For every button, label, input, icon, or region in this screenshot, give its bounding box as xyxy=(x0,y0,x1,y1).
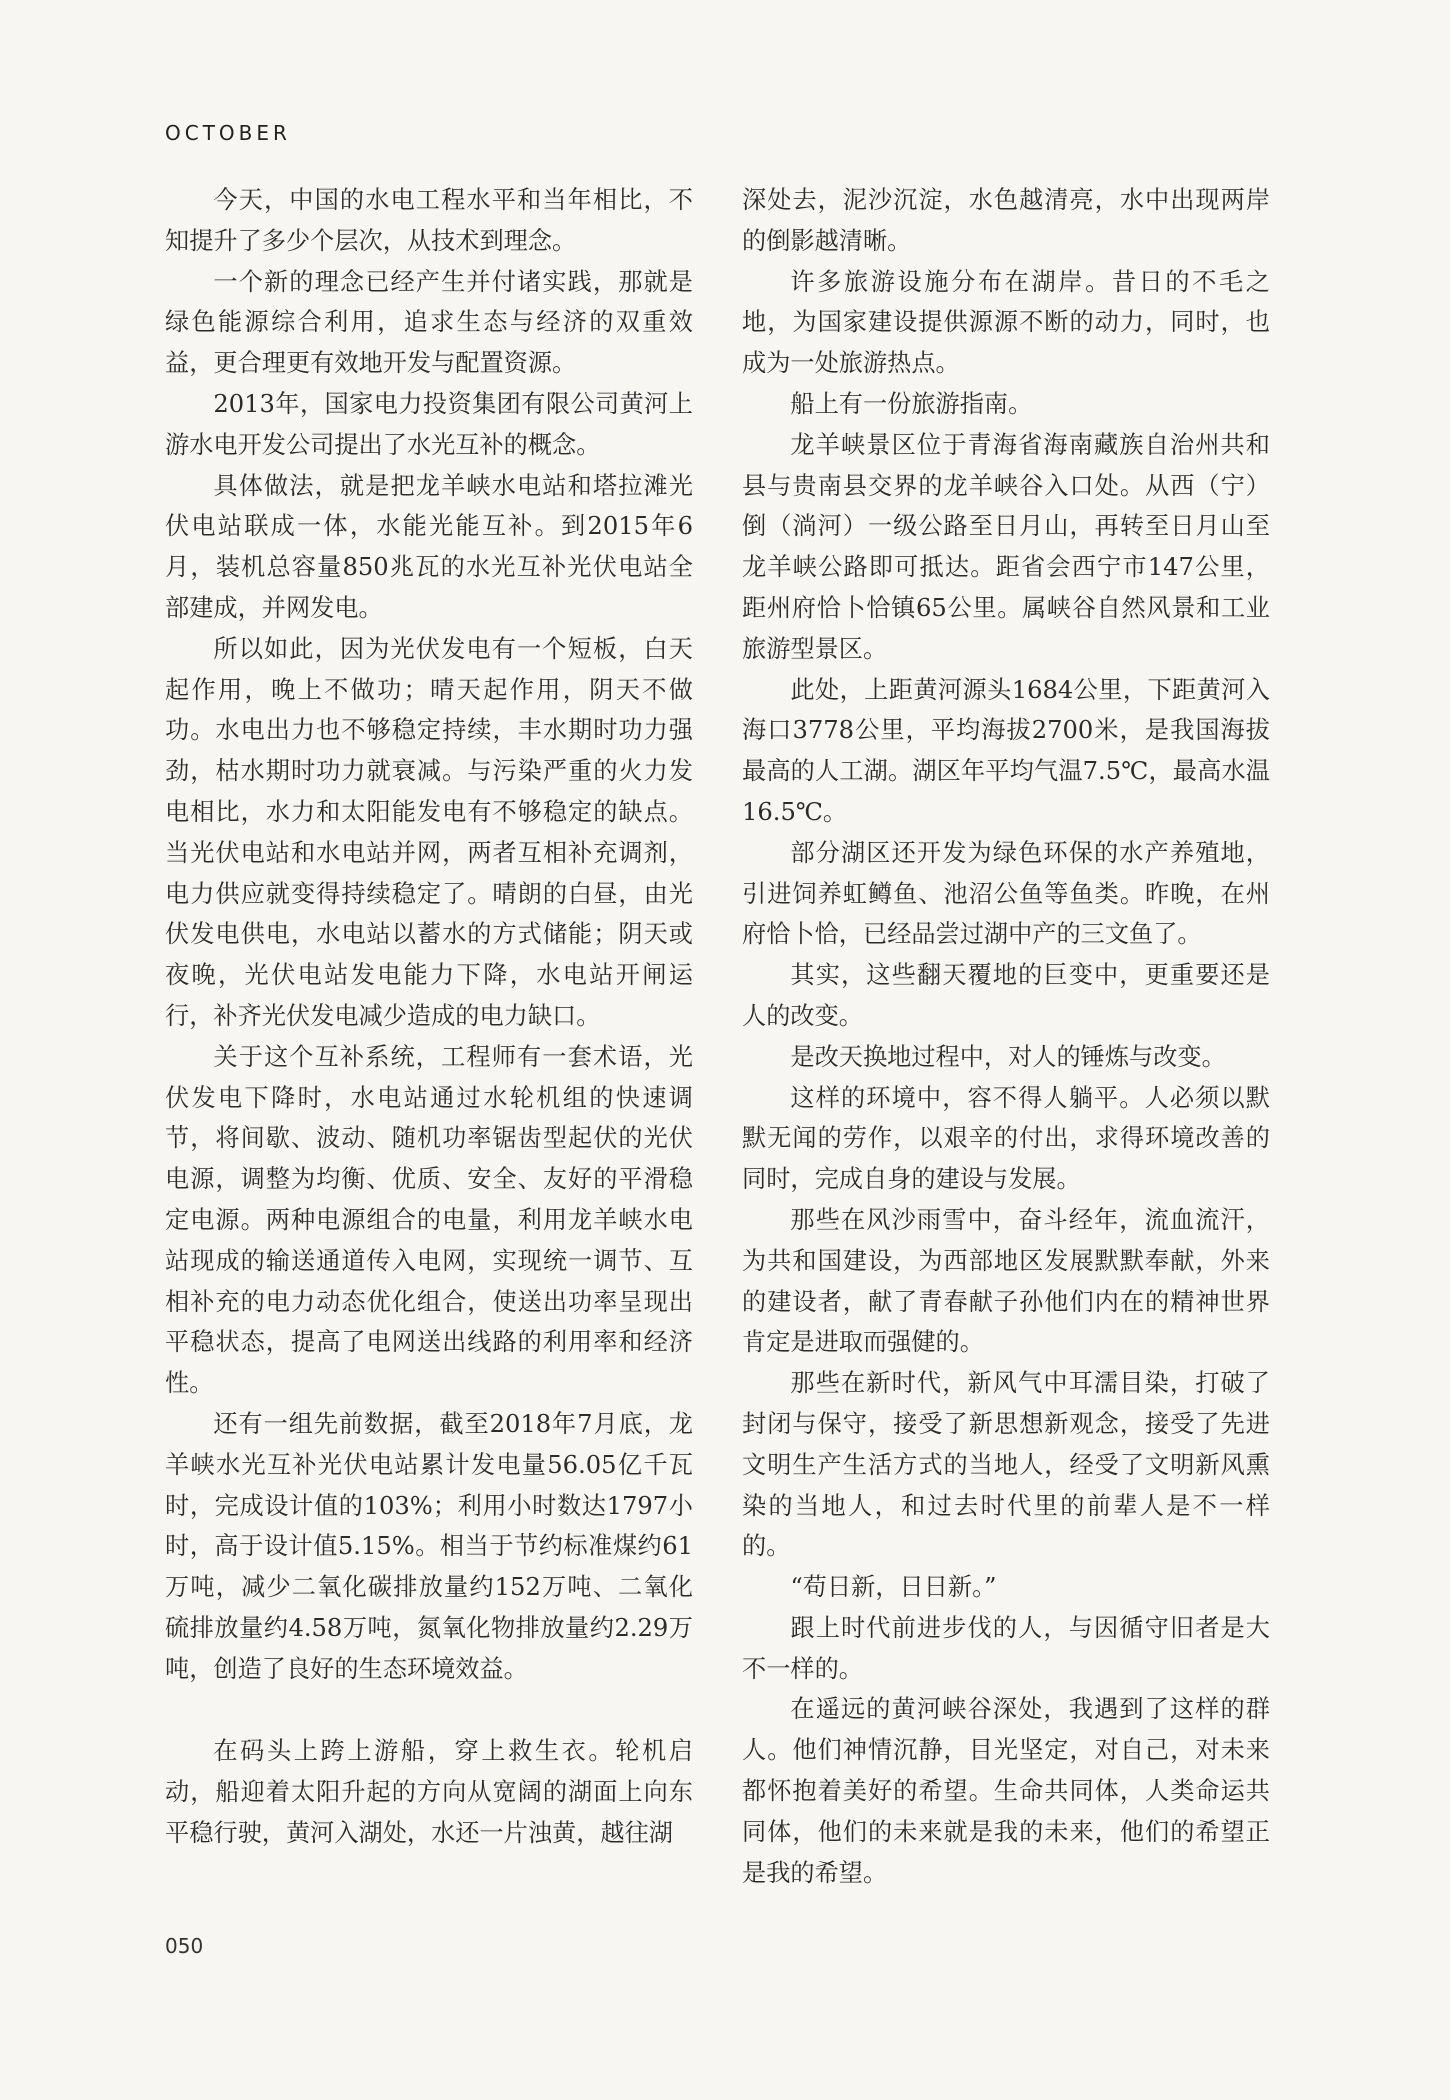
paragraph: 关于这个互补系统，工程师有一套术语，光伏发电下降时，水电站通过水轮机组的快速调节，将间歇、波动、随机功率锯齿型起伏的光伏电源，调整为均衡、优质、安全、友好的平滑稳定电源。两种电源组合的电量，利用龙羊峡水电站现成的输送通道传入电网，实现统一调节、互相补充的电力动态优化组合，使送出功率呈现出平稳状态，提高了电网送出线路的利用率和经济性。 xyxy=(165,1042,693,1398)
paragraph: 龙羊峡景区位于青海省海南藏族自治州共和县与贵南县交界的龙羊峡谷入口处。从西（宁）倒（淌河）一级公路至日月山，再转至日月山至龙羊峡公路即可抵达。距省会西宁市147公里，距州府恰卜恰镇65公里。属峡谷自然风景和工业旅游型景区。 xyxy=(742,430,1270,663)
left-column xyxy=(165,180,693,1854)
paragraph: 船上有一份旅游指南。 xyxy=(790,389,1033,418)
quotation: “苟日新，日日新。” xyxy=(790,1573,997,1602)
paragraph: 这样的环境中，容不得人躺平。人必须以默默无闻的劳作，以艰辛的付出，求得环境改善的同时，完成自身的建设与发展。 xyxy=(742,1083,1270,1194)
paragraph: 还有一组先前数据，截至2018年7月底，龙羊峡水光互补光伏电站累计发电量56.05亿千瓦时，完成设计值的103%；利用小时数达1797小时，高于设计值5.15%。相当于节约标准煤约61万吨，减少二氧化碳排放量约152万吨、二氧化硫排放量约4.58万吨，氮氧化物排放量约2.29万吨，创造了良好的生态环境效益。 xyxy=(165,1409,693,1683)
right-column xyxy=(742,180,1270,1893)
paragraph-continued: 深处去，泥沙沉淀，水色越清亮，水中出现两岸的倒影越清晰。 xyxy=(742,186,1270,255)
paragraph: 许多旅游设施分布在湖岸。昔日的不毛之地，为国家建设提供源源不断的动力，同时，也成为一处旅游热点。 xyxy=(742,267,1270,378)
paragraph: 具体做法，就是把龙羊峡水电站和塔拉滩光伏电站联成一体，水能光能互补。到2015年6月，装机总容量850兆瓦的水光互补光伏电站全部建成，并网发电。 xyxy=(165,471,693,622)
paragraph: 跟上时代前进步伐的人，与因循守旧者是大不一样的。 xyxy=(742,1613,1270,1683)
paragraph: 在码头上跨上游船，穿上救生衣。轮机启动，船迎着太阳升起的方向从宽阔的湖面上向东平稳行驶，黄河入湖处，水还一片浊黄，越往湖 xyxy=(165,1737,693,1848)
paragraph: 所以如此，因为光伏发电有一个短板，白天起作用，晚上不做功；晴天起作用，阴天不做功。水电出力也不够稳定持续，丰水期时功力强劲，枯水期时功力就衰减。与污染严重的火力发电相比，水力和太阳能发电有不够稳定的缺点。当光伏电站和水电站并网，两者互相补充调剂，电力供应就变得持续稳定了。晴朗的白昼，由光伏发电供电，水电站以蓄水的方式储能；阴天或夜晚，光伏电站发电能力下降，水电站开闸运行，补齐光伏发电减少造成的电力缺口。 xyxy=(165,634,693,1030)
paragraph: 2013年，国家电力投资集团有限公司黄河上游水电开发公司提出了水光互补的概念。 xyxy=(165,389,693,459)
paragraph: 在遥远的黄河峡谷深处，我遇到了这样的群人。他们神情沉静，目光坚定，对自己，对未来都怀抱着美好的希望。生命共同体，人类命运共同体，他们的未来就是我的未来，他们的希望正是我的希望。 xyxy=(742,1695,1270,1887)
paragraph: 一个新的理念已经产生并付诸实践，那就是绿色能源综合利用，追求生态与经济的双重效益，更合理更有效地开发与配置资源。 xyxy=(165,267,693,378)
paragraph: 其实，这些翻天覆地的巨变中，更重要还是人的改变。 xyxy=(742,961,1270,1030)
paragraph: 是改天换地过程中，对人的锤炼与改变。 xyxy=(790,1042,1226,1071)
paragraph: 今天，中国的水电工程水平和当年相比，不知提升了多少个层次，从技术到理念。 xyxy=(165,186,693,255)
paragraph: 那些在风沙雨雪中，奋斗经年，流血流汗，为共和国建设，为西部地区发展默默奉献，外来的建设者，献了青春献子孙他们内在的精神世界肯定是进取而强健的。 xyxy=(742,1205,1270,1357)
paragraph: 此处，上距黄河源头1684公里，下距黄河入海口3778公里，平均海拔2700米，是我国海拔最高的人工湖。湖区年平均气温7.5℃，最高水温16.5℃。 xyxy=(742,675,1270,826)
running-header: OCTOBER xyxy=(165,121,291,145)
paragraph: 部分湖区还开发为绿色环保的水产养殖地，引进饲养虹鳟鱼、池沼公鱼等鱼类。昨晚，在州府恰卜恰，已经品尝过湖中产的三文鱼了。 xyxy=(742,838,1270,949)
paragraph: 那些在新时代，新风气中耳濡目染，打破了封闭与保守，接受了新思想新观念，接受了先进文明生产生活方式的当地人，经受了文明新风熏染的当地人，和过去时代里的前辈人是不一样的。 xyxy=(742,1369,1270,1561)
page-number: 050 xyxy=(165,1934,204,1958)
